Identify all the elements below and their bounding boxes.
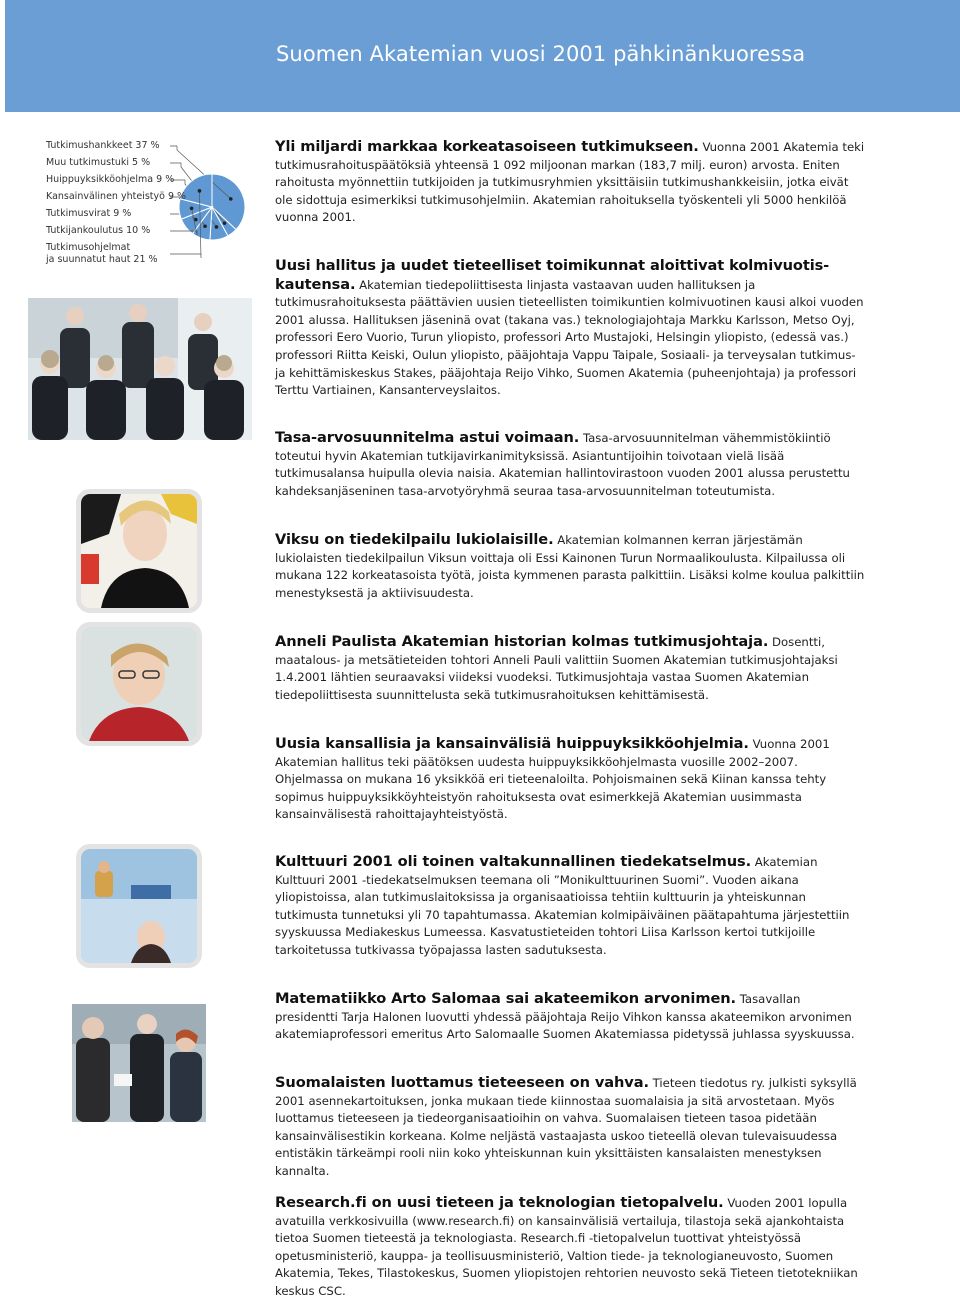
- article-heading: Tasa-arvosuunnitelma astui voimaan.: [275, 429, 580, 446]
- article-trust-in-science: [275, 1074, 865, 1181]
- article-body: Dosentti, maatalous- ja metsätieteiden tohtori Anneli Pauli valittiin Suomen Akatemian tutkimusjohtajaksi 1.4.2001 lähtien seuraavaksi viideksi vuodeksi. Tutkimusjohtaja vastaa Suomen Akatemian tiedepoliittisesta suunnittelusta sekä tutkimusrahoituksen kehittämisestä.: [275, 635, 838, 702]
- legend-item: Tutkijankoulutus 10 %: [46, 225, 151, 236]
- article-heading: Uusi hallitus ja uudet tieteelliset toimikunnat aloittivat kolmivuotis-kautensa.: [275, 257, 830, 293]
- kulttuuri-event-photo: [76, 844, 202, 968]
- viksu-winner-portrait: [76, 489, 202, 613]
- legend-item: Tutkimushankkeet 37 %: [46, 140, 160, 151]
- pie-leader-dot: [198, 189, 202, 193]
- article-heading: Matematiikko Arto Salomaa sai akateemikon arvonimen.: [275, 990, 736, 1007]
- article-heading: Viksu on tiedekilpailu lukiolaisille.: [275, 531, 554, 548]
- article-heading: Anneli Paulista Akatemian historian kolmas tutkimusjohtaja.: [275, 633, 769, 650]
- article-kulttuuri-2001: [275, 853, 865, 960]
- pie-leader-dot: [215, 225, 219, 229]
- article-body: Vuoden 2001 lopulla avatuilla verkkosivuilla (www.research.fi) on kansainvälisiä vertailuja, tilastoja sekä ajankohtaista tietoa Suomen tieteestä ja teknologiasta. Research.fi -tietopalvelun tuottivat yhteistyössä opetusministeriö, kauppa- ja teollisuusministeriö, Valtion tiede- ja teknologianeuvosto, Suomen Akatemia, Tekes, Tilastokeskus, Suomen yliopistojen rehtorien neuvosto sekä Tieteen tietotekniikan keskus CSC.: [275, 1196, 858, 1298]
- article-body: Akatemian tiedepoliittisesta linjasta vastaavan uuden hallituksen ja tutkimusrahoituksesta päättävien uusien tieteellisten toimikuntien kolmivuotinen kausi alkoi vuoden 2001 alussa. Hallituksen jäseninä ovat (takana vas.) teknologiajohtaja Markku Karlsson, Metso Oyj, professori Eero Vuorio, Turun yliopisto, professori Arto Mustajoki, Helsingin yliopisto, (edessä vas.) professori Riitta Keiski, Oulun yliopisto, pääjohtaja Vappu Taipale, Sosiaali- ja terveysalan tutkimus- ja kehittämiskeskus Stakes, pääjohtaja Reijo Vihko, Suomen Akatemia (puheenjohtaja) ja professori Terttu Vartiainen, Kansanterveyslaitos.: [275, 277, 864, 398]
- legend-item: Huippuyksikköohjelma 9 %: [46, 174, 175, 185]
- pie-leader-dot: [194, 218, 198, 222]
- article-heading: Suomalaisten luottamus tieteeseen on vahva.: [275, 1074, 649, 1091]
- article-heading: Uusia kansallisia ja kansainvälisiä huippuyksikköohjelmia.: [275, 735, 749, 752]
- article-heading: Research.fi on uusi tieteen ja teknologian tietopalvelu.: [275, 1194, 724, 1211]
- article-body: Tasavallan presidentti Tarja Halonen luovutti yhdessä pääjohtaja Reijo Vihkon kanssa akateemikon arvonimen akatemiaprofessori emeritus Arto Salomaalle Suomen Akatemiassa pidetyssä juhlassa syyskuussa.: [275, 992, 855, 1042]
- article-equality-plan: [275, 429, 865, 500]
- article-research-director: [275, 633, 865, 704]
- legend-item: Kansainvälinen yhteistyö 9 %: [46, 191, 187, 202]
- board-group-photo: [28, 298, 252, 440]
- article-body: Akatemian kolmannen kerran järjestämän lukiolaisten tiedekilpailun Viksun voittaja oli Essi Kainonen Turun Normaalikoulusta. Kilpailussa oli mukana 122 korkeatasoista työtä, joista kymmenen parasta palkittiin. Lisäksi kolme koulua palkittiin menestyksestä ja aktiivisuudesta.: [275, 533, 865, 600]
- article-body: Vuonna 2001 Akatemian hallitus teki päätöksen uudesta huippuyksikköohjelmasta vuosille 2002–2007. Ohjelmassa on mukana 16 yksikköä eri tieteenaloilta. Pohjoismainen sekä Kiinan kanssa tehty sopimus huippuyksikköyhteistyön rahoituksesta ovat esimerkkejä Akatemian uusimmasta kansainvälisestä rahoittajayhteistyöstä.: [275, 737, 830, 822]
- academician-ceremony-photo: [72, 1004, 206, 1122]
- legend-item: ja suunnatut haut 21 %: [46, 254, 158, 265]
- legend-item: Tutkimusohjelmat: [46, 242, 131, 253]
- article-body: Vuonna 2001 Akatemia teki tutkimusrahoituspäätöksiä yhteensä 1 092 miljoonan markan (183,7 milj. euron) arvosta. Eniten rahoitusta myönnettiin tutkijoiden ja tutkimusryhmien yksittäisiin tutkimushankkeisiin, jotka eivät ole sidottuja esimerkiksi tutkimusohjelmiin. Akatemian rahoituksella työskenteli yli 5000 henkilöä vuonna 2001.: [275, 140, 865, 225]
- anneli-pauli-portrait: [76, 622, 202, 746]
- article-heading: Yli miljardi markkaa korkeatasoiseen tutkimukseen.: [275, 138, 699, 155]
- article-academician: [275, 990, 865, 1044]
- pie-leader-dot: [190, 206, 194, 210]
- pie-leader-dot: [223, 221, 227, 225]
- article-viksu: [275, 531, 865, 602]
- funding-pie-chart: [40, 135, 260, 275]
- legend-item: Muu tutkimustuki 5 %: [46, 157, 151, 168]
- article-body: Tasa-arvosuunnitelman vähemmistökiintiö toteutui hyvin Akatemian tutkijavirkanimityksissä. Asiantuntijoihin toivotaan vielä lisää tutkimusalansa huipulla olevia naisia. Akatemian hallintovirastoon vuoden 2001 alussa perustettu kahdeksanjäseninen tasa-arvotyöryhmä seuraa tasa-arvosuunnitelman toteutumista.: [275, 431, 850, 498]
- article-body: Akatemian Kulttuuri 2001 -tiedekatselmuksen teemana oli ”Monikulttuurinen Suomi”. Vuoden aikana yliopistoissa, alan tutkimuslaitoksissa ja organisaatioissa tehtiin kulttuurin ja yhteiskunnan tutkimusta tunnetuksi yli 70 tapahtumassa. Akatemian kolmipäiväinen päätapahtuma järjestettiin syyskuussa Mediakeskus Lumeessa. Kasvatustieteiden tohtori Liisa Karlsson kertoi tutkijoille tarkoitetussa tutkivassa työpajassa lasten sadutuksesta.: [275, 855, 850, 957]
- article-new-board: [275, 257, 865, 400]
- article-centres-of-excellence: [275, 735, 865, 824]
- article-heading: Kulttuuri 2001 oli toinen valtakunnallinen tiedekatselmus.: [275, 853, 752, 870]
- article-funding: [275, 138, 865, 227]
- article-research-fi: [275, 1194, 865, 1301]
- page-title: Suomen Akatemian vuosi 2001 pähkinänkuoressa: [276, 42, 806, 66]
- pie-leader-dot: [229, 197, 233, 201]
- pie-leader-dot: [203, 224, 207, 228]
- title-banner: [5, 0, 960, 112]
- article-body: Tieteen tiedotus ry. julkisti syksyllä 2001 asennekartoituksen, jonka mukaan tiede kiinnostaa suomalaisia ja sitä arvostetaan. Myös luottamus tieteeseen ja tiedeorganisaatioihin on vahva. Suomalaisen tieteen tasoa pidetään kansainvälisestikin korkeana. Kolme neljästä vastaajasta uskoo tieteellä olevan tulevaisuudessa entistäkin tärkeämpi rooli niin koko yhteiskunnan kuin yksittäisten kansalaisten menestyksen kannalta.: [275, 1076, 857, 1178]
- legend-item: Tutkimusvirat 9 %: [46, 208, 132, 219]
